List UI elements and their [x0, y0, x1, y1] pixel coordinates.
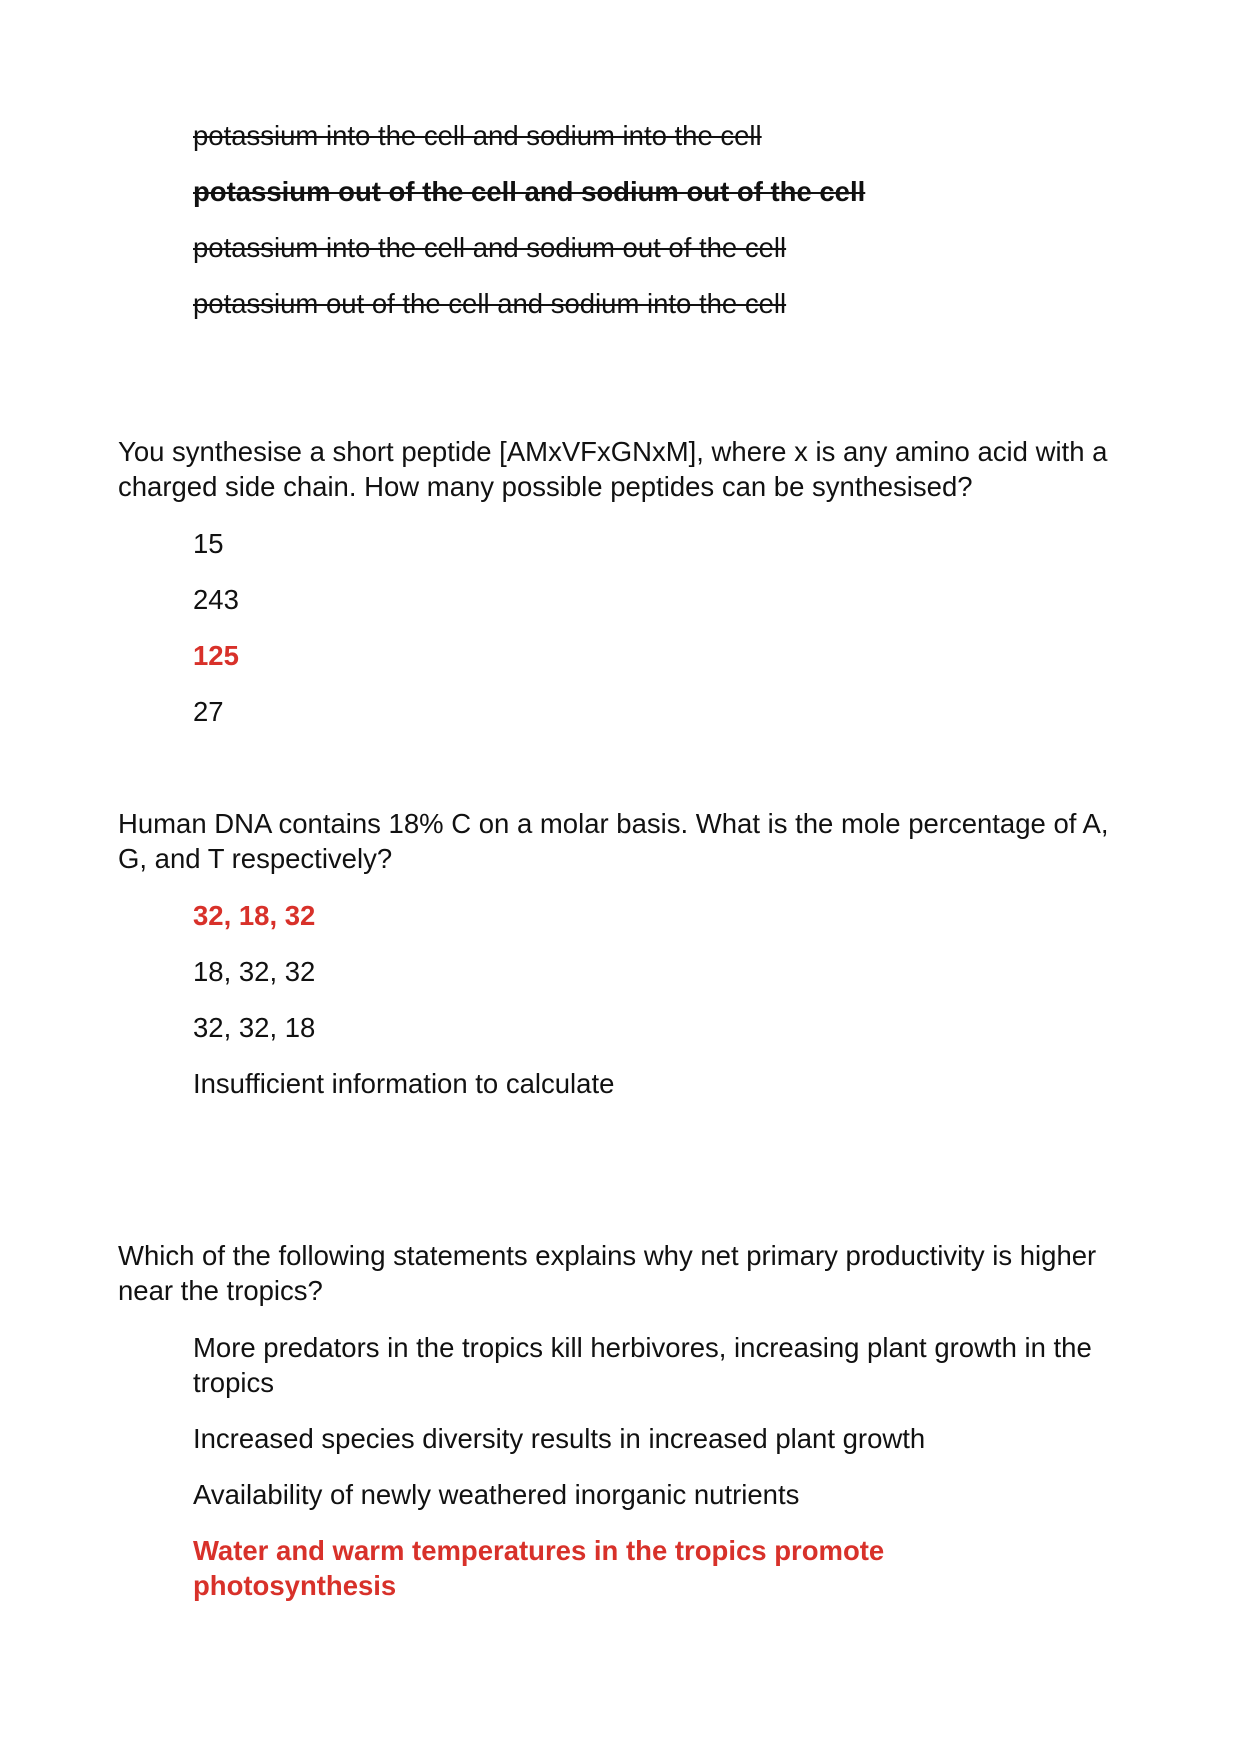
q1-option-3: potassium into the cell and sodium out of the cell: [193, 232, 787, 263]
q2-question-text: You synthesise a short peptide [AMxVFxGNxM], where x is any amino acid with a charged side chain. How many possible peptides can be synthesised?: [118, 436, 1108, 502]
q3-option-2: 18, 32, 32: [193, 956, 316, 987]
q4-option-3: Availability of newly weathered inorganic nutrients: [193, 1479, 800, 1510]
q2-option-4: 27: [193, 696, 224, 727]
q2-options: [193, 526, 1123, 729]
q3-option-3: 32, 32, 18: [193, 1012, 316, 1043]
q3-option-1-correct: 32, 18, 32: [193, 900, 316, 931]
q4-option-1: More predators in the tropics kill herbivores, increasing plant growth in the tropics: [193, 1332, 1092, 1398]
q1-option-4: potassium out of the cell and sodium into the cell: [193, 288, 787, 319]
q4-option-4-correct: Water and warm temperatures in the tropics promote photosynthesis: [193, 1535, 885, 1601]
q3-option-4: Insufficient information to calculate: [193, 1068, 615, 1099]
q3-question-text: Human DNA contains 18% C on a molar basis. What is the mole percentage of A, G, and T respectively?: [118, 808, 1109, 874]
q2-option-1: 15: [193, 528, 224, 559]
q3-options: [193, 898, 1123, 1101]
q2-option-2: 243: [193, 584, 239, 615]
q1-options: [193, 118, 1123, 321]
q4-question-text: Which of the following statements explains why net primary productivity is higher near the tropics?: [118, 1240, 1097, 1306]
q1-option-1: potassium into the cell and sodium into the cell: [193, 120, 762, 151]
q2-option-3-correct: 125: [193, 640, 239, 671]
q4-options: [193, 1330, 1123, 1603]
q4-option-2: Increased species diversity results in increased plant growth: [193, 1423, 926, 1454]
q1-option-2: potassium out of the cell and sodium out of the cell: [193, 176, 866, 207]
